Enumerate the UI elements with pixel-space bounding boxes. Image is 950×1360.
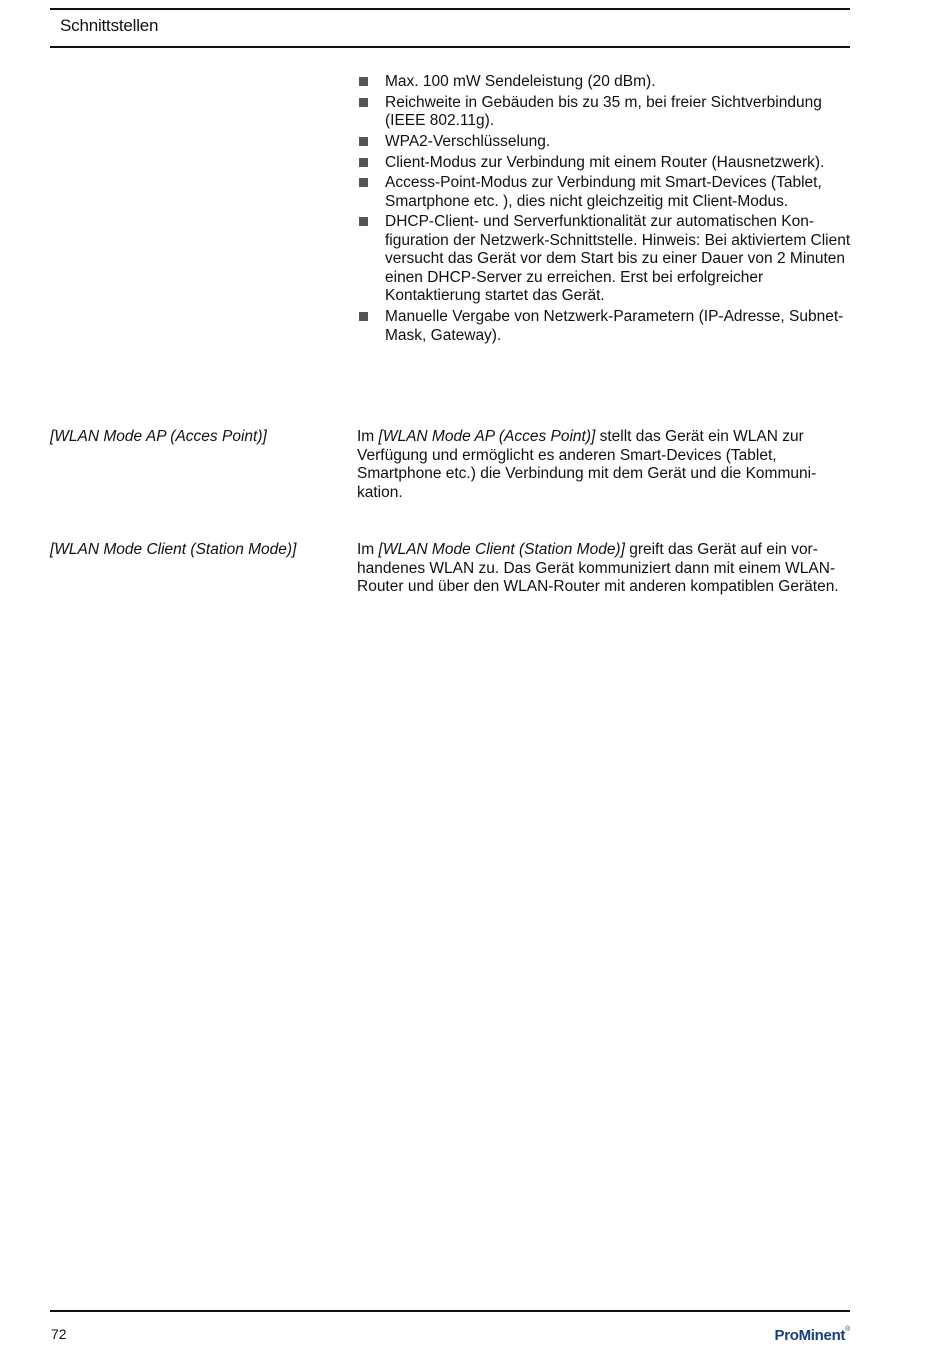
header-top-rule <box>50 8 850 10</box>
list-item <box>357 73 857 92</box>
description-text: stellt das Gerät ein WLAN zur Verfügung und ermöglicht es anderen Smart-Devices (Tablet, Smartphone etc.) die Verbindung mit dem Gerät und die Kommunikation. <box>357 428 817 501</box>
list-item-text: Max. 100 mW Sendeleistung (20 dBm). <box>385 73 656 90</box>
prominent-logo <box>775 1327 851 1344</box>
square-bullet-icon <box>359 77 368 86</box>
logo-text: ProMinent <box>774 1327 846 1344</box>
square-bullet-icon <box>359 178 368 187</box>
term-wlan-mode-ap: [WLAN Mode AP (Acces Point)] <box>50 428 267 445</box>
square-bullet-icon <box>359 312 368 321</box>
list-item-text: WPA2-Verschlüsselung. <box>385 132 551 150</box>
description-reference: [WLAN Mode Client (Station Mode)] <box>378 541 625 558</box>
description-prefix: Im <box>357 541 379 558</box>
description-reference: [WLAN Mode AP (Acces Point)] <box>378 428 596 445</box>
list-item <box>357 174 857 211</box>
square-bullet-icon <box>359 217 368 226</box>
list-item <box>357 154 857 173</box>
list-item <box>357 133 857 152</box>
list-item-text: Access-Point-Modus zur Verbindung mit Smart-Devices (Tablet, Smartphone etc. ), dies nicht gleichzeitig mit Client-Modus. <box>385 174 822 210</box>
square-bullet-icon <box>359 98 368 107</box>
list-item <box>357 94 857 131</box>
footer-rule <box>50 1310 850 1312</box>
list-item <box>357 308 857 345</box>
list-item-text: DHCP-Client- und Serverfunktionalität zur automatischen Konfiguration der Netzwerk-Schnittstelle. Hinweis: Bei aktiviertem Client versucht das Gerät vor dem Start bis zu einer Dauer von 2 Minuten einen DHCP-Server zu erreichen. Erst bei erfolgreicher Kontaktierung startet das Gerät. <box>385 213 851 305</box>
list-item <box>357 213 857 306</box>
list-item-text: Manuelle Vergabe von Netzwerk-Parametern (IP-Adresse, Subnet-Mask, Gateway). <box>385 308 844 344</box>
list-item-text: Reichweite in Gebäuden bis zu 35 m, bei freier Sichtverbindung (IEEE 802.11g). <box>385 93 822 130</box>
list-item-text: Client-Modus zur Verbindung mit einem Router (Hausnetzwerk). <box>385 153 825 171</box>
description-wlan-mode-client <box>357 541 852 597</box>
registered-mark: ® <box>845 1326 850 1333</box>
description-prefix: Im <box>357 428 379 445</box>
page-number: 72 <box>51 1326 67 1342</box>
description-text: greift das Gerät auf ein vorhandenes WLAN zu. Das Gerät kommuniziert dann mit einem WLAN-Router und über den WLAN-Router mit anderen kompatiblen Geräten. <box>357 541 839 595</box>
square-bullet-icon <box>359 137 368 146</box>
page-section-title: Schnittstellen <box>60 16 159 35</box>
term-wlan-mode-client: [WLAN Mode Client (Station Mode)] <box>50 541 297 558</box>
description-wlan-mode-ap <box>357 428 852 502</box>
square-bullet-icon <box>359 158 368 167</box>
feature-list <box>357 73 857 347</box>
header-bottom-rule <box>50 46 850 48</box>
